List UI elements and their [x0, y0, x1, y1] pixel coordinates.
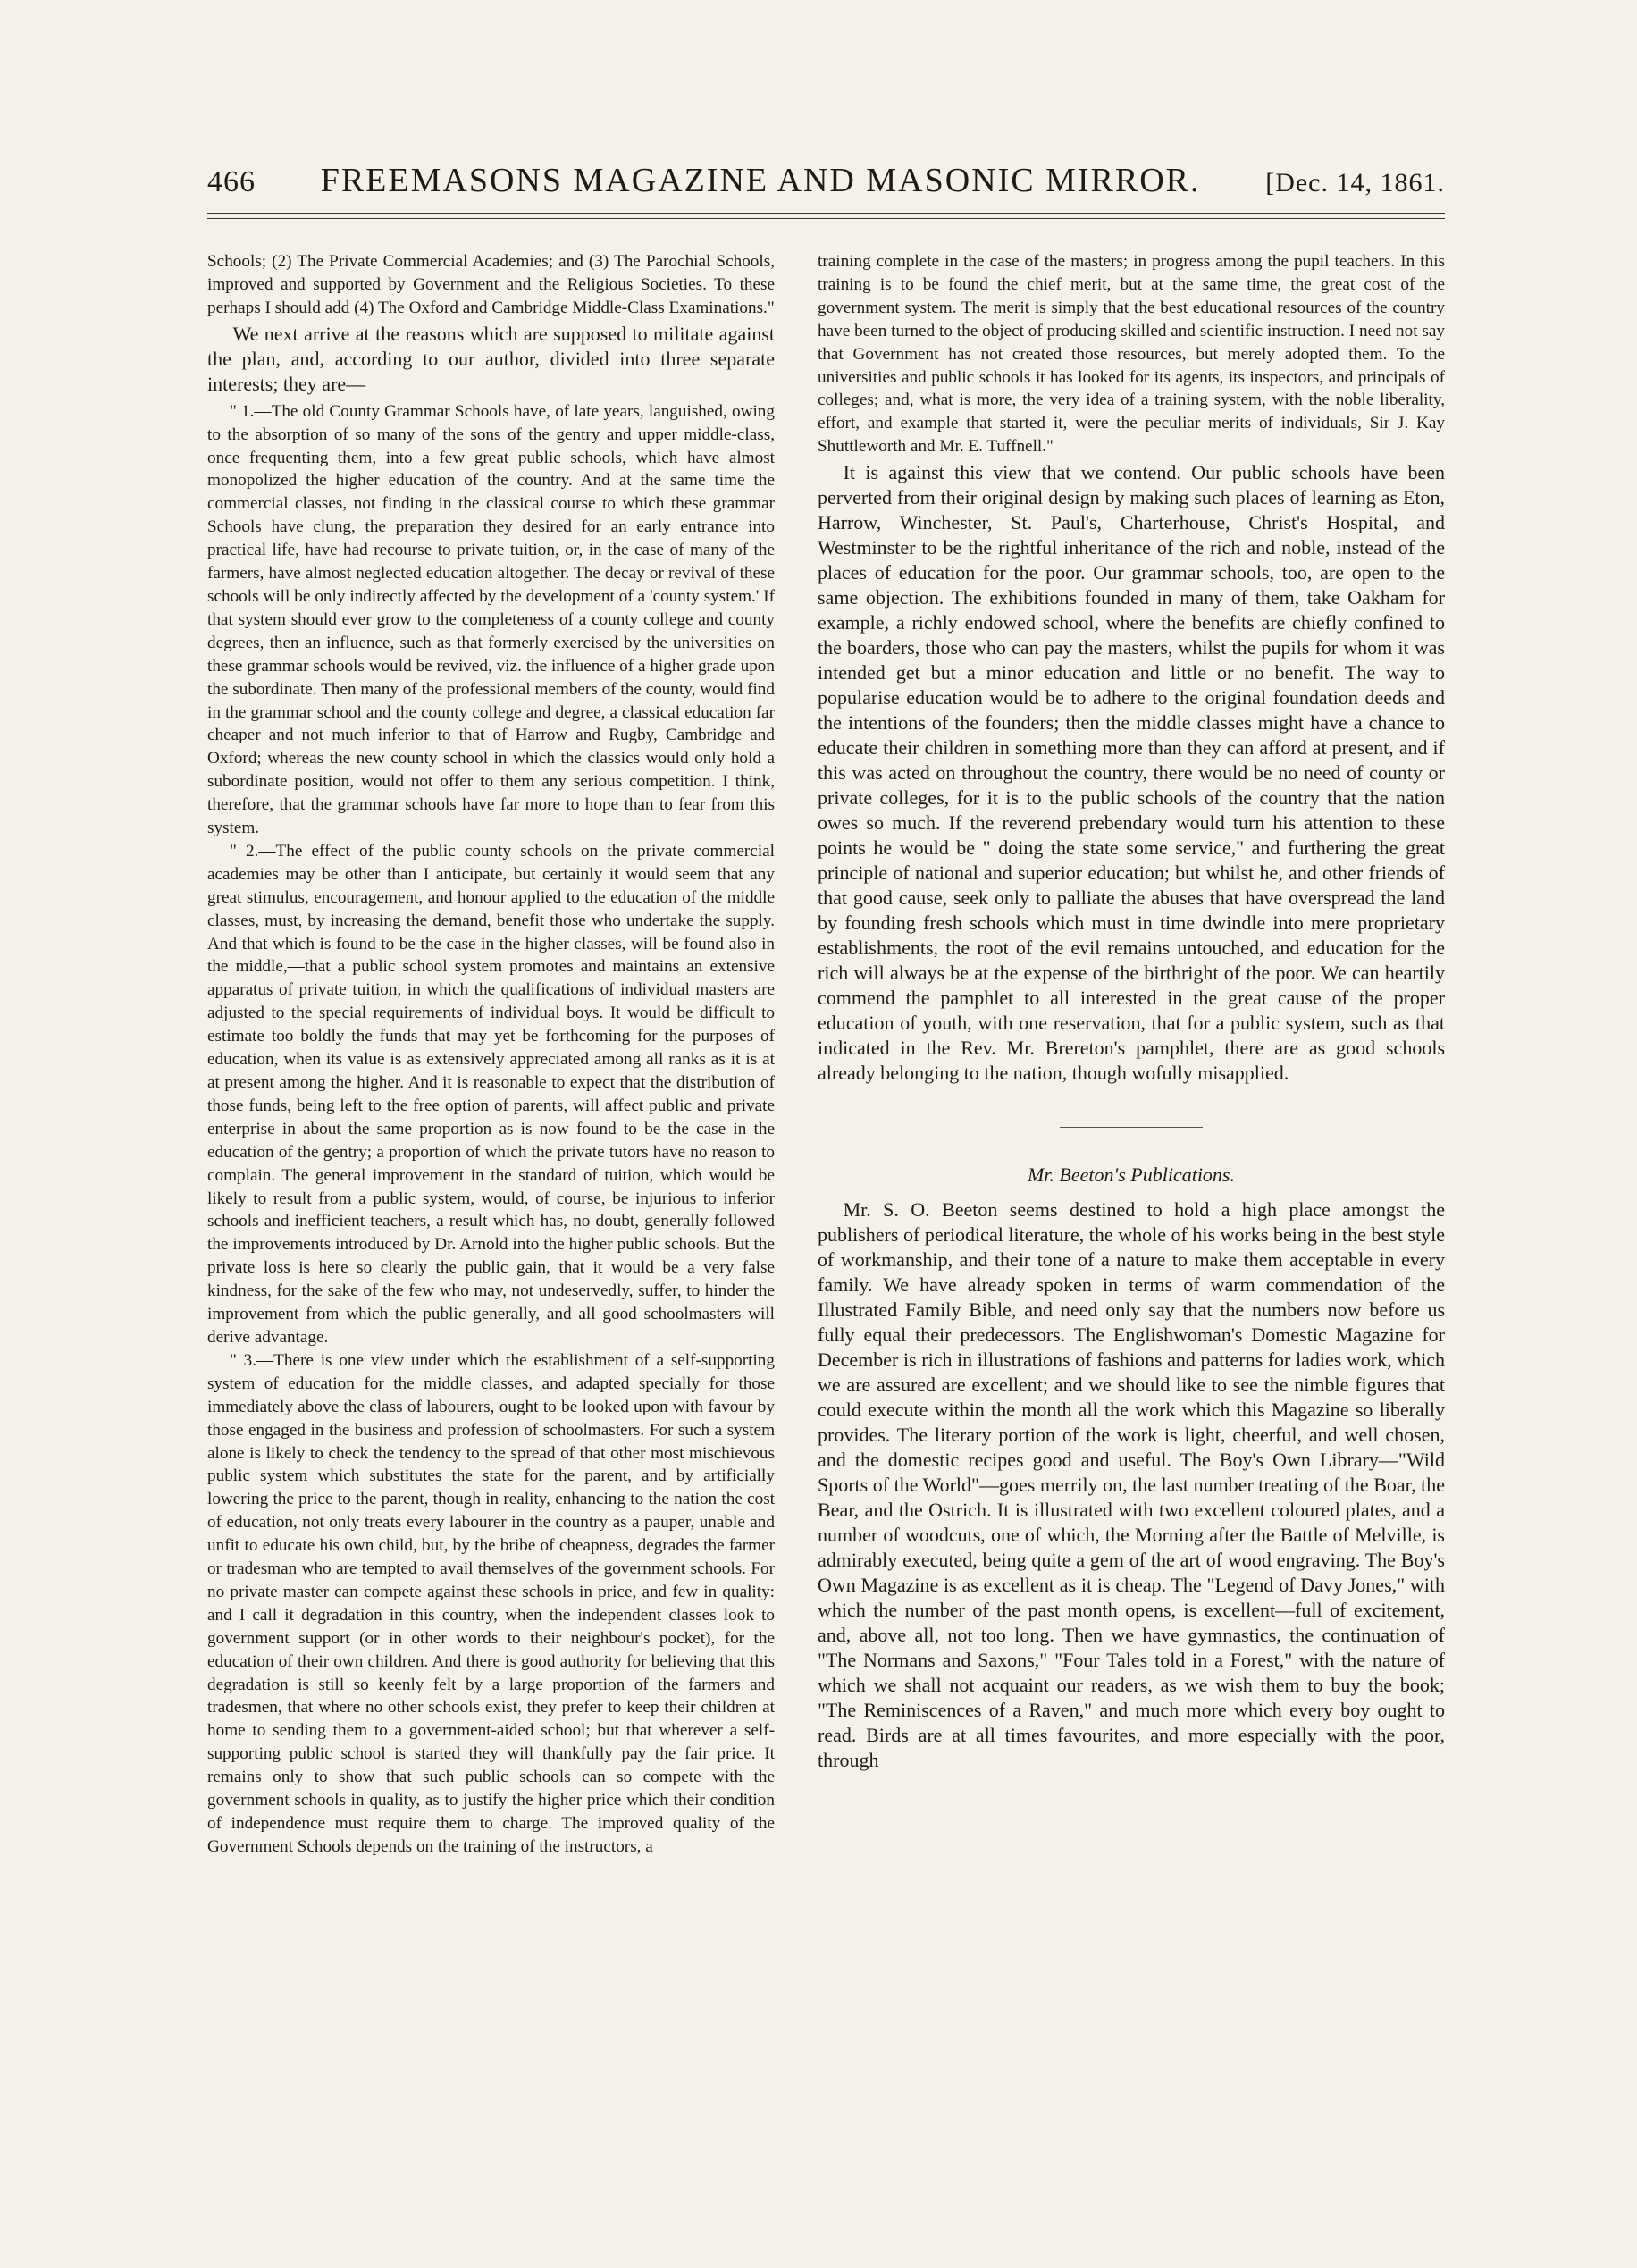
right-paragraph-2: It is against this view that we contend. Our public schools have been perverted from their original design by making such places of learning as Eton, Harrow, Winchester, St. Paul's, Charterhouse, Christ's Hospital, and Westminster to be the rightful inheritance of the rich and noble, instead of the places of education for the poor. Our grammar schools, too, are open to the same objection. The exhibitions founded in many of them, take Oakham for example, a richly endowed school, where the benefits are chiefly confined to the boarders, those who can pay the masters, whilst the pupils for whom it was intended get but a minor education and little or no benefit. The way to popularise education would be to adhere to the original foundation deeds and the intentions of the founders; then the middle classes might have a chance to educate their children in something more than they can afford at present, and if this was acted on throughout the country, there would be no need of county or private colleges, for it is to the public schools of the country that the nation owes so much. If the reverend prebendary would turn his attention to these points he would be " doing the state some service," and furthering the great principle of national and superior education; but whilst he, and other friends of that good cause, seek only to palliate the abuses that have overspread the land by founding fresh schools which must in time dwindle into mere proprietary establishments, the root of the evil remains untouched, and education for the rich will always be at the expense of the birthright of the poor. We can heartily commend the pamphlet to all interested in the great cause of the proper education of youth, with one reservation, that for a public system, such as that indicated in the Rev. Mr. Brereton's pamphlet, there are as good schools already belonging to the nation, though wofully misapplied.: [818, 461, 1445, 1085]
page-header: [207, 161, 1445, 214]
header-rule-thin: [207, 218, 1445, 219]
journal-title: FREEMASONS MAGAZINE AND MASONIC MIRROR.: [320, 162, 1201, 199]
right-paragraph-1: training complete in the case of the masters; in progress among the pupil teachers. In this training is to be found the chief merit, but at the same time, the great cost of the government system. The merit is simply that the best educational resources of the country have been turned to the object of producing skilled and scientific instruction. I need not say that Government has not created those resources, but merely adopted them. To the universities and public schools it has looked for its agents, its inspectors, and principals of colleges; and, what is more, the very idea of a training system, with the noble liberality, effort, and example that started it, were the peculiar merits of individuals, Sir J. Kay Shuttleworth and Mr. E. Tuffnell.": [818, 252, 1445, 457]
left-paragraph-4: " 2.—The effect of the public county schools on the private commercial academies may be other than I anticipate, but certainly it would seem that any great stimulus, encouragement, and honour applied to the education of the middle classes, must, by increasing the demand, benefit those who undertake the supply. And that which is found to be the case in the higher classes, will be found also in the middle,—that a public school system promotes and maintains an extensive apparatus of private tuition, in which the qualifications of individual masters are adjusted to the special requirements of individual boys. It would be difficult to estimate too boldly the funds that may yet be forthcoming for the purposes of education, when its value is as extensively appreciated among all ranks as it is at at present among the higher. And it is reasonable to expect that the distribution of those funds, being left to the free option of parents, will affect public and private enterprise in about the same proportion as is now found to be the case in the education of the gentry; a proportion of which the private tutors have no reason to complain. The general improvement in the standard of tuition, which would be likely to result from a public system, would, of course, be injurious to inferior schools and inefficient teachers, a result which has, no doubt, generally followed the improvements introduced by Dr. Arnold into the higher public schools. But the private loss is here so clearly the public gain, that it would be a very false kindness, for the sake of the few who may, not undeservedly, suffer, to hinder the improvement from which the public generally, and all good schoolmasters will derive advantage.: [207, 841, 775, 1347]
issue-date: [Dec. 14, 1861.: [1265, 168, 1445, 197]
section-heading: Mr. Beeton's Publications.: [1027, 1163, 1235, 1187]
right-column: [818, 250, 1445, 2154]
left-paragraph-1: Schools; (2) The Private Commercial Academies; and (3) The Parochial Schools, improved and supported by Government and the Religious Societies. To these perhaps I should add (4) The Oxford and Cambridge Middle-Class Examinations.": [207, 252, 775, 317]
left-column: [207, 250, 775, 2154]
right-paragraph-3: Mr. S. O. Beeton seems destined to hold a high place amongst the publishers of periodical literature, the whole of his works being in the best style of workmanship, and their tone of a nature to make them acceptable in every family. We have already spoken in terms of warm commendation of the Illustrated Family Bible, and need only say that the numbers now before us fully equal their predecessors. The Englishwoman's Domestic Magazine for December is rich in illustrations of fashions and patterns for ladies work, which we are assured are excellent; and we should like to see the nimble figures that could execute within the month all the work which this Magazine so liberally provides. The literary portion of the work is light, cheerful, and well chosen, and the domestic recipes good and useful. The Boy's Own Library—"Wild Sports of the World"—goes merrily on, the last number treating of the Boar, the Bear, and the Ostrich. It is illustrated with two excellent coloured plates, and a number of woodcuts, one of which, the Morning after the Battle of Melville, is admirably executed, being quite a gem of the art of wood engraving. The Boy's Own Magazine is as excellent as it is cheap. The "Legend of Davy Jones," with which the number of the past month opens, is excellent—full of excitement, and, above all, not too long. Then we have gymnastics, the continuation of "The Normans and Saxons," "Four Tales told in a Forest," with the nature of which we shall not acquaint our readers, as we wish them to buy the book; "The Reminiscences of a Raven," and much more which every boy ought to read. Birds are at all times favourites, and more especially with the poor, through: [818, 1198, 1445, 1772]
page-number: 466: [207, 165, 256, 198]
header-rule: [207, 213, 1445, 214]
left-paragraph-2: We next arrive at the reasons which are supposed to militate against the plan, and, according to our author, divided into three separate interests; they are—: [207, 322, 775, 395]
section-rule: [1060, 1127, 1203, 1128]
left-paragraph-5: " 3.—There is one view under which the establishment of a self-supporting system of education for the middle classes, and adapted specially for those immediately above the class of labourers, ought to be looked upon with favour by those engaged in the business and profession of schoolmasters. For such a system alone is likely to check the tendency to the spread of that other most mischievous public system which substitutes the state for the parent, and by artificially lowering the price to the parent, though in reality, enhancing to the nation the cost of education, not only treats every labourer in the country as a pauper, unable and unfit to educate his own child, but, by the bribe of cheapness, degrades the farmer or tradesman who are tempted to avail themselves of the government schools. For no private master can compete against these schools in price, and few in quality: and I call it degradation in this country, when the independent classes look to government support (or in other words to their neighbour's pocket), for the education of their own children. And there is good authority for believing that this degradation is still so keenly felt by a large proportion of the farmers and tradesmen, that where no other schools exist, they prefer to keep their children at home to sending them to a government-aided school; but that wherever a self-supporting public school is started they will thankfully pay the fair price. It remains only to show that such public schools can so compete with the government schools in quality, as to justify the higher price which their condition of independence must require them to charge. The improved quality of the Government Schools depends on the training of the instructors, a: [207, 1350, 775, 1856]
left-paragraph-3: " 1.—The old County Grammar Schools have, of late years, languished, owing to the absorption of so many of the sons of the gentry and upper middle-class, once frequenting them, into a few great public schools, which have almost monopolized the higher education of the country. And at the same time the commercial classes, not finding in the classical course to which these grammar Schools have clung, the preparation they desired for an early entrance into practical life, have had recourse to private tuition, or, in the case of many of the farmers, have almost neglected education altogether. The decay or revival of these schools will be only indirectly affected by the development of a 'county system.' If that system should ever grow to the completeness of a county college and county degrees, then an influence, such as that formerly exercised by the universities on these grammar schools would be revived, viz. the influence of a higher grade upon the subordinate. Then many of the professional members of the county, would find in the grammar school and the county college and degree, a classical education far cheaper and not much inferior to that of Harrow and Rugby, Cambridge and Oxford; whereas the new county school in which the classics would only hold a subordinate position, would not offer to them any serious competition. I think, therefore, that the grammar schools have far more to hope than to fear from this system.: [207, 401, 775, 838]
